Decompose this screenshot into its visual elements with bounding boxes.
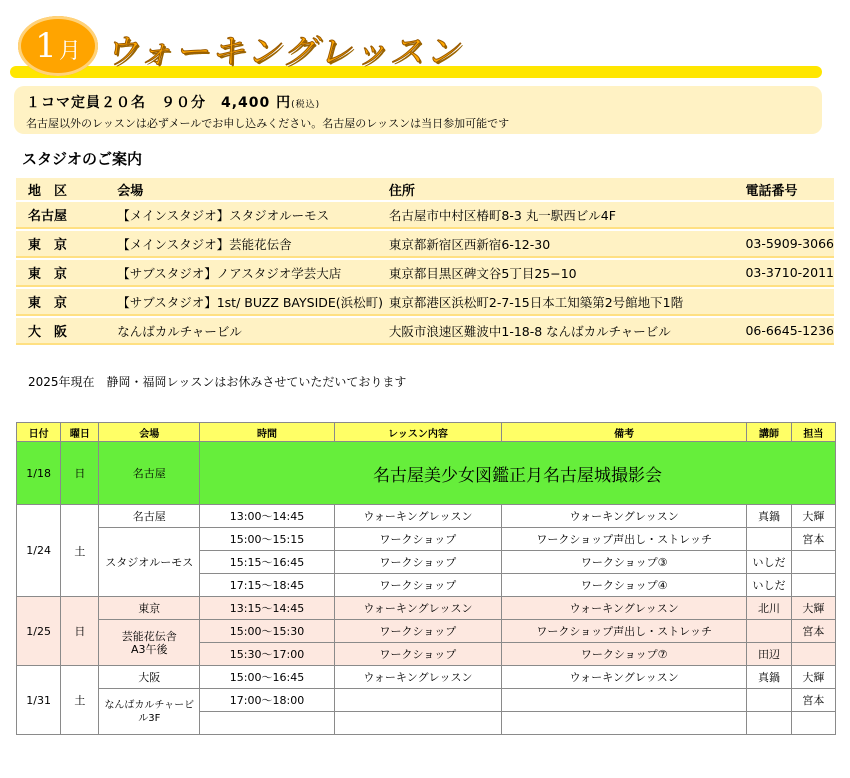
venue-city-cell: 名古屋 [99,505,200,528]
day-cell: 日 [61,442,99,505]
studio-heading: スタジオのご案内 [22,150,143,168]
schedule-row [17,528,836,551]
time-cell: 17:15〜18:45 [200,574,335,597]
venue-name: なんばカルチャービ [104,699,195,711]
col-lesson: レッスン内容 [334,423,501,442]
teacher-cell: 田辺 [747,643,791,666]
info-notice: 名古屋以外のレッスンは必ずメールでお申し込みください。名古屋のレッスンは当日参加可能です [26,117,510,130]
date-cell: 1/25 [17,597,61,666]
staff-cell: 宮本 [791,528,835,551]
studio-venue: 【サブスタジオ】ノアスタジオ学芸大店 [117,260,389,287]
venue-sub: A3午後 [131,642,168,656]
page-title: ウォーキングレッスン [104,32,462,72]
studio-address: 大阪市浪速区難波中1-18-8 なんばカルチャービル [389,318,746,345]
teacher-cell: いしだ [747,574,791,597]
teacher-cell [747,712,791,735]
col-teacher: 講師 [747,423,791,442]
remarks-cell: ウォーキングレッスン [501,666,746,689]
studio-venue: 【メインスタジオ】スタジオルーモス [117,202,389,229]
schedule-header-row [17,423,836,442]
time-cell: 15:00〜15:15 [200,528,335,551]
month-badge [18,16,98,76]
venue-city-cell: 東京 [99,597,200,620]
studio-phone [745,202,834,229]
schedule-row [17,689,836,712]
time-cell [200,712,335,735]
studio-address: 東京都港区浜松町2-7-15日本工知築第2号館地下1階 [389,289,746,316]
col-day: 曜日 [61,423,99,442]
teacher-cell: 北川 [747,597,791,620]
staff-cell [791,643,835,666]
time-cell: 15:00〜15:30 [200,620,335,643]
remarks-cell: ワークショップ声出し・ストレッチ [501,620,746,643]
schedule-row [17,620,836,643]
col-date: 日付 [17,423,61,442]
info-capacity [26,92,320,112]
col-address: 住所 [389,178,746,200]
staff-cell: 大輝 [791,505,835,528]
lesson-cell: ウォーキングレッスン [334,597,501,620]
info-tax: (税込) [291,100,321,110]
venue-city-cell: 大阪 [99,666,200,689]
studio-row [16,318,834,345]
col-remarks: 備考 [501,423,746,442]
teacher-cell: 真鍋 [747,666,791,689]
schedule-row [17,505,836,528]
time-cell: 13:15〜14:45 [200,597,335,620]
studio-address: 東京都目黒区碑文谷5丁目25−10 [389,260,746,287]
teacher-cell [747,689,791,712]
month-char: 月 [58,38,81,64]
studio-address: 東京都新宿区西新宿6-12-30 [389,231,746,258]
remarks-cell [501,689,746,712]
col-venue: 会場 [99,423,200,442]
remarks-cell [501,712,746,735]
time-cell: 15:15〜16:45 [200,551,335,574]
lesson-cell: ウォーキングレッスン [334,505,501,528]
staff-cell [791,574,835,597]
studio-table [16,176,834,347]
month-number: 1 [35,26,57,66]
time-cell: 17:00〜18:00 [200,689,335,712]
time-cell: 15:00〜16:45 [200,666,335,689]
event-cell: 名古屋美少女図鑑正月名古屋城撮影会 [200,442,836,505]
lesson-cell [334,712,501,735]
schedule-row [17,597,836,620]
col-venue: 会場 [117,178,389,200]
col-staff: 担当 [791,423,835,442]
studio-venue: 【メインスタジオ】芸能花伝舎 [117,231,389,258]
day-cell: 土 [61,505,99,597]
studio-address: 名古屋市中村区椿町8-3 丸一駅西ビル4F [389,202,746,229]
venue-cell [99,620,200,666]
staff-cell: 宮本 [791,689,835,712]
remarks-cell: ウォーキングレッスン [501,505,746,528]
col-time: 時間 [200,423,335,442]
lesson-cell: ワークショップ [334,643,501,666]
lesson-cell [334,689,501,712]
staff-cell [791,712,835,735]
studio-phone: 06-6645-1236 [745,318,834,345]
venue-cell: スタジオルーモス [99,528,200,597]
teacher-cell: いしだ [747,551,791,574]
lesson-cell: ワークショップ [334,528,501,551]
day-cell: 日 [61,597,99,666]
studio-venue: なんばカルチャービル [117,318,389,345]
studio-row [16,231,834,258]
venue-cell: 名古屋 [99,442,200,505]
studio-area: 東 京 [16,231,117,258]
col-phone: 電話番号 [745,178,834,200]
date-cell: 1/31 [17,666,61,735]
studio-phone [745,289,834,316]
schedule-table [16,422,836,735]
col-area: 地 区 [16,178,117,200]
venue-sub: ル3F [138,712,161,724]
studio-row [16,289,834,316]
studio-area: 東 京 [16,289,117,316]
date-cell: 1/18 [17,442,61,505]
studio-phone: 03-5909-3066 [745,231,834,258]
day-cell: 土 [61,666,99,735]
remarks-cell: ウォーキングレッスン [501,597,746,620]
teacher-cell [747,620,791,643]
studio-header-row [16,178,834,200]
remarks-cell: ワークショップ⑦ [501,643,746,666]
info-capacity-text: １コマ定員２０名 ９０分 4,400 円 [26,95,292,111]
schedule-row [17,666,836,689]
time-cell: 15:30〜17:00 [200,643,335,666]
studio-row [16,260,834,287]
remarks-cell: ワークショップ③ [501,551,746,574]
studio-note: 2025年現在 静岡・福岡レッスンはお休みさせていただいております [28,375,407,389]
venue-name: 芸能花伝舎 [121,629,177,643]
studio-row [16,202,834,229]
staff-cell: 宮本 [791,620,835,643]
schedule-row [17,442,836,505]
studio-area: 名古屋 [16,202,117,229]
lesson-cell: ワークショップ [334,551,501,574]
lesson-cell: ワークショップ [334,620,501,643]
remarks-cell: ワークショップ声出し・ストレッチ [501,528,746,551]
remarks-cell: ワークショップ④ [501,574,746,597]
staff-cell [791,551,835,574]
studio-phone: 03-3710-2011 [745,260,834,287]
time-cell: 13:00〜14:45 [200,505,335,528]
staff-cell: 大輝 [791,666,835,689]
studio-area: 東 京 [16,260,117,287]
lesson-cell: ワークショップ [334,574,501,597]
lesson-cell: ウォーキングレッスン [334,666,501,689]
date-cell: 1/24 [17,505,61,597]
teacher-cell [747,528,791,551]
teacher-cell: 真鍋 [747,505,791,528]
venue-cell [99,689,200,735]
staff-cell: 大輝 [791,597,835,620]
studio-area: 大 阪 [16,318,117,345]
studio-venue: 【サブスタジオ】1st/ BUZZ BAYSIDE(浜松町) [117,289,389,316]
